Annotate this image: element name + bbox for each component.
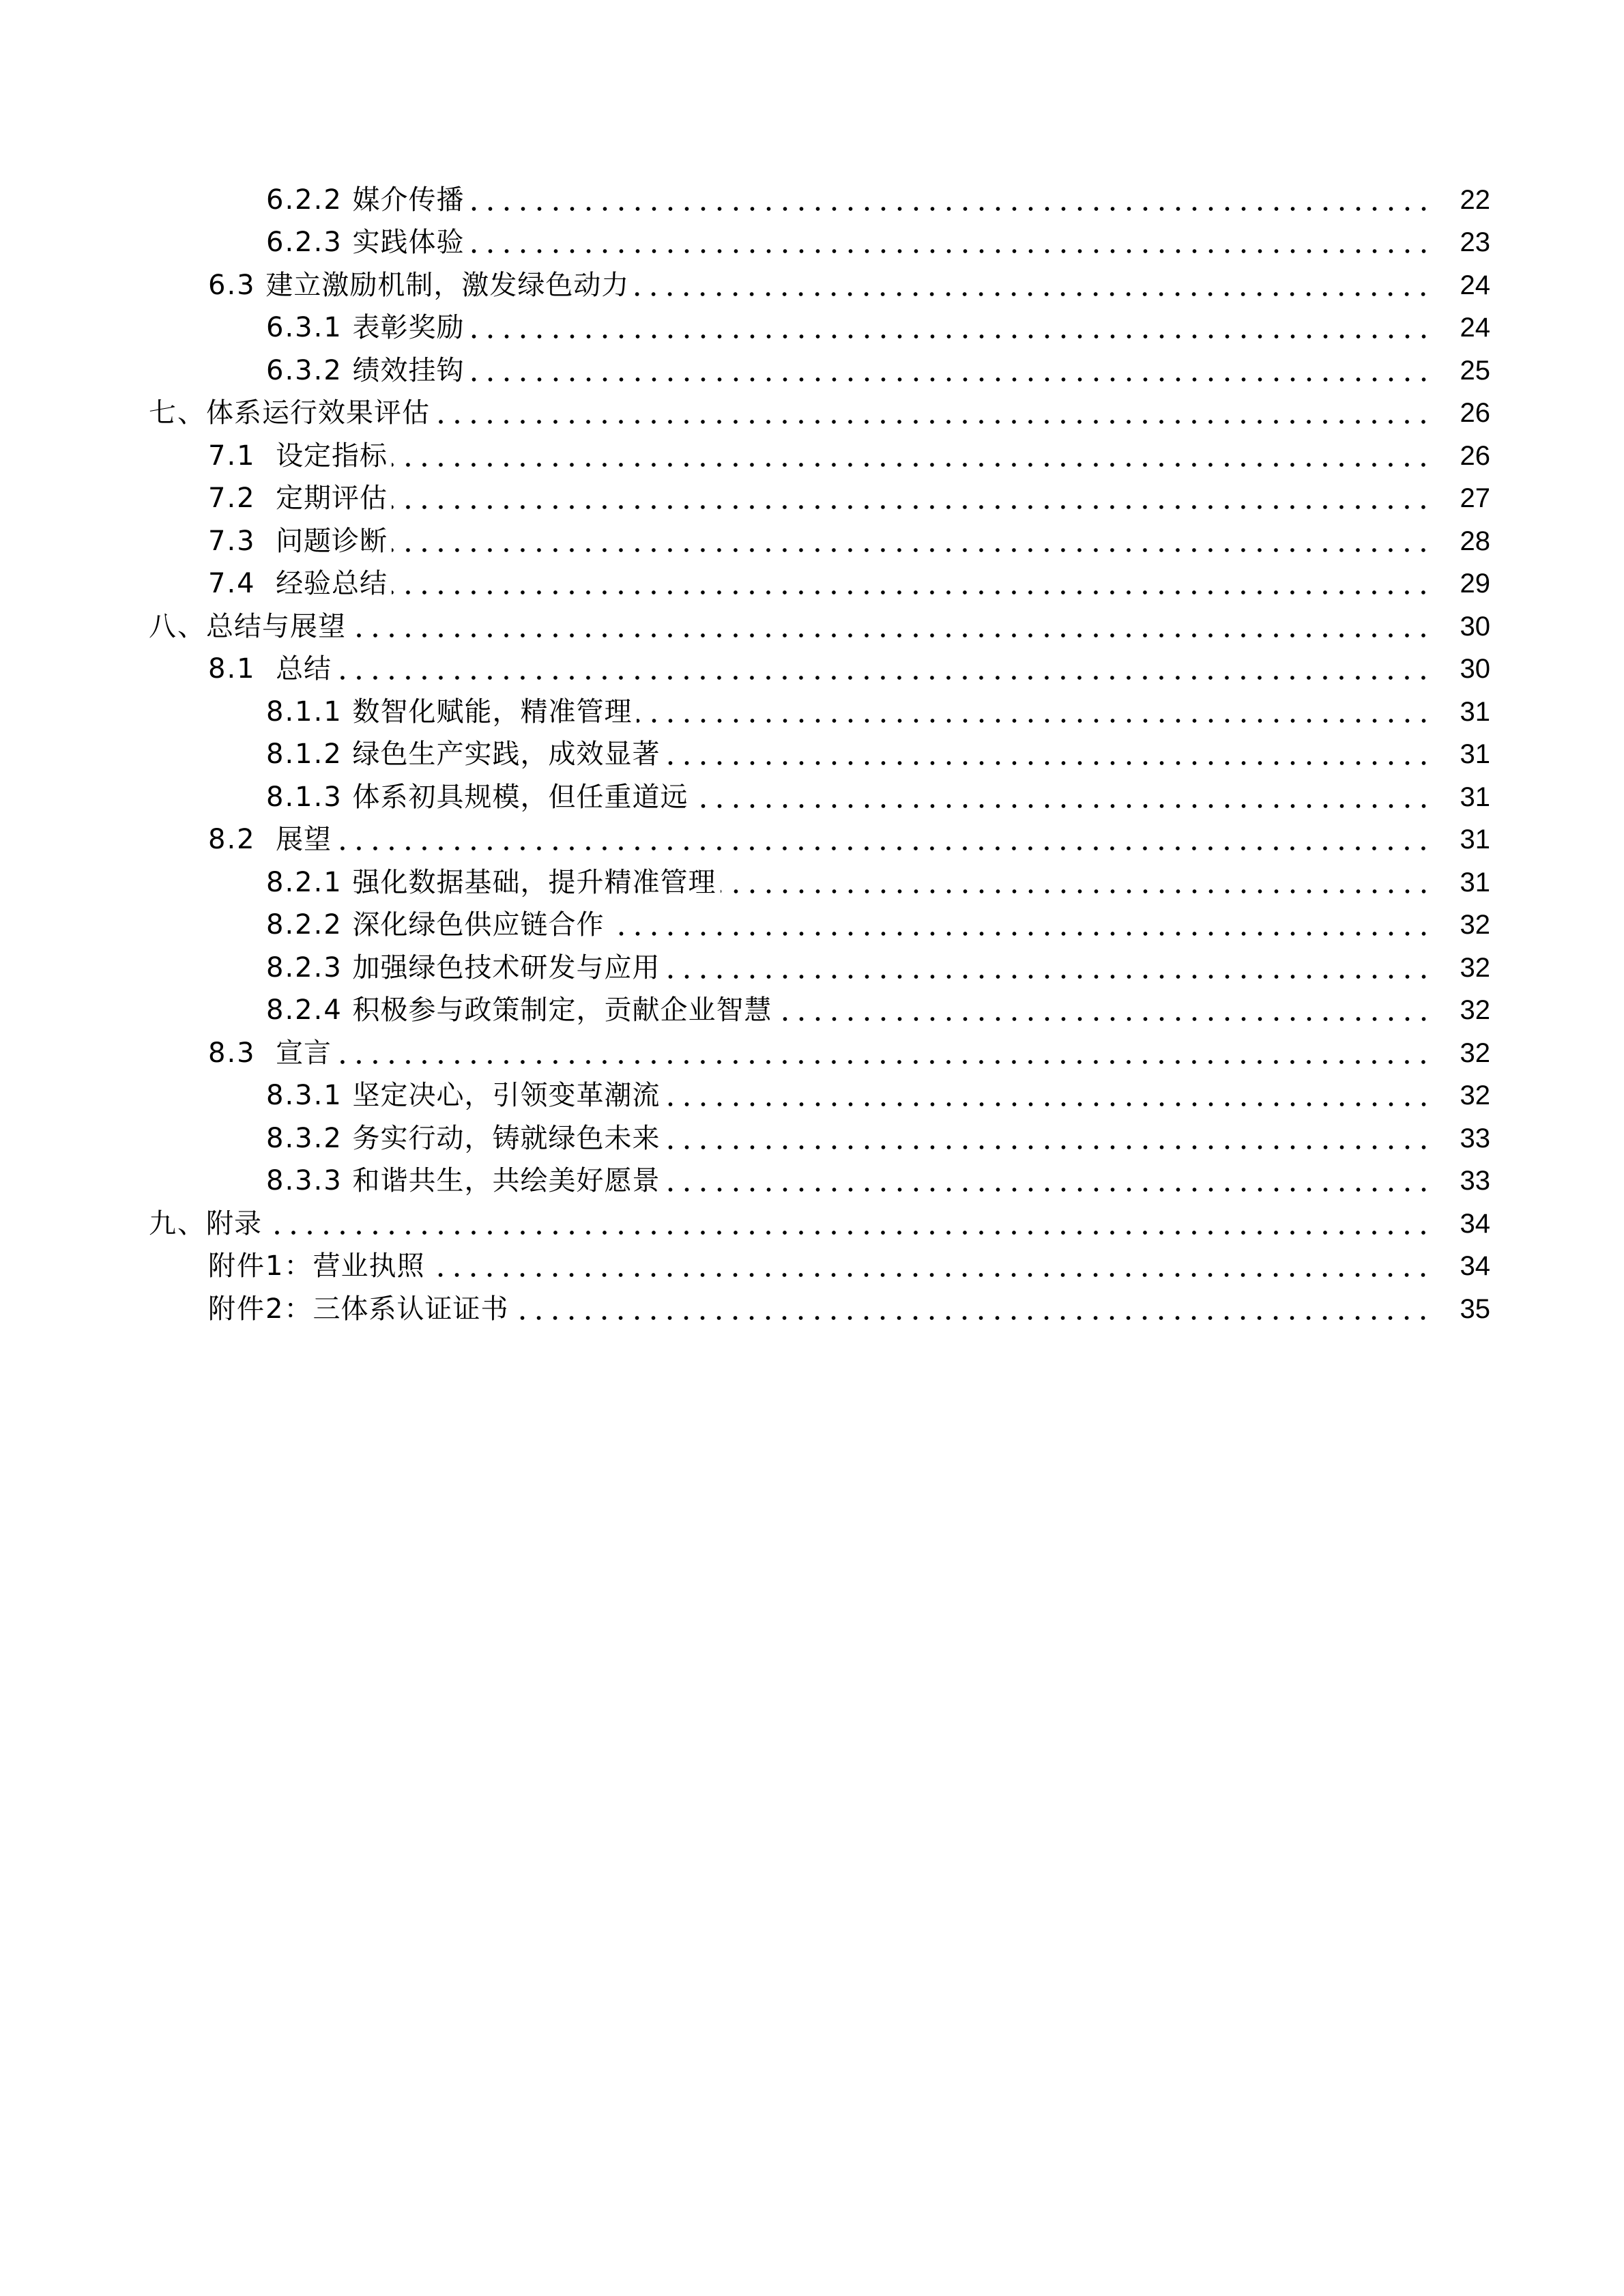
dot-leader: [434, 396, 1432, 430]
toc-entry-title: 媒介传播: [352, 184, 465, 216]
toc-entry-title: 三体系认证证书: [313, 1293, 509, 1325]
dot-leader: [469, 311, 1432, 345]
dot-leader: [469, 183, 1432, 217]
toc-entry-appendix-2[interactable]: [0, 1283, 1624, 1326]
dot-leader: [665, 1121, 1432, 1156]
toc-entry-page: 33: [1460, 1123, 1490, 1153]
dot-leader: [665, 951, 1432, 985]
toc-entry-page: 24: [1460, 313, 1490, 343]
toc-entry-chapter-9[interactable]: [0, 1198, 1624, 1241]
toc-entry-number: 九、: [149, 1207, 206, 1239]
toc-entry-page: 29: [1460, 569, 1490, 599]
toc-entry-8-2-2[interactable]: [0, 900, 1624, 943]
dot-leader: [350, 609, 1432, 644]
toc-entry-7-3[interactable]: [0, 515, 1624, 558]
toc-entry-title: 坚定决心，引领变革潮流: [352, 1080, 661, 1111]
toc-entry-title: 总结: [276, 653, 332, 685]
toc-entry-title: 积极参与政策制定，贡献企业智慧: [352, 994, 772, 1026]
toc-entry-page: 33: [1460, 1166, 1490, 1196]
dot-leader: [266, 1207, 1432, 1241]
toc-entry-page: 25: [1460, 355, 1490, 386]
dot-leader: [392, 481, 1432, 515]
toc-entry-number: 6.2.2: [266, 184, 343, 216]
toc-entry-chapter-8[interactable]: [0, 601, 1624, 644]
toc-entry-8-2-4[interactable]: [0, 985, 1624, 1028]
toc-entry-page: 31: [1460, 739, 1490, 769]
toc-entry-8-2-3[interactable]: [0, 942, 1624, 985]
toc-entry-page: 27: [1460, 483, 1490, 513]
toc-entry-number: 8.3: [208, 1037, 256, 1069]
toc-entry-number: 附件2：: [208, 1293, 313, 1325]
toc-entry-page: 32: [1460, 1080, 1490, 1110]
toc-entry-8-1-1[interactable]: [0, 686, 1624, 729]
toc-entry-title: 和谐共生，共绘美好愿景: [352, 1165, 661, 1196]
dot-leader: [469, 225, 1432, 259]
toc-entry-number: 8.3.3: [266, 1165, 343, 1196]
toc-entry-title: 总结与展望: [206, 610, 346, 642]
toc-entry-title: 经验总结: [276, 568, 388, 599]
toc-entry-title: 实践体验: [352, 227, 465, 258]
toc-entry-page: 31: [1460, 696, 1490, 727]
toc-entry-title: 体系运行效果评估: [206, 397, 430, 429]
toc-entry-page: 30: [1460, 654, 1490, 684]
toc-entry-title: 绩效挂钩: [352, 354, 465, 386]
toc-entry-title: 展望: [276, 824, 332, 855]
dot-leader: [512, 1292, 1432, 1326]
toc-entry-number: 8.2.4: [266, 994, 343, 1026]
dot-leader: [693, 780, 1432, 814]
dot-leader: [637, 695, 1432, 729]
toc-entry-page: 31: [1460, 781, 1490, 812]
toc-entry-title: 务实行动，铸就绿色未来: [352, 1122, 661, 1154]
toc-entry-page: 31: [1460, 824, 1490, 855]
toc-entry-number: 6.2.3: [266, 227, 343, 258]
dot-leader: [336, 822, 1432, 857]
toc-entry-number: 8.2: [208, 824, 256, 855]
dot-leader: [609, 908, 1432, 942]
dot-leader: [336, 1036, 1432, 1070]
toc-entry-6-2-3[interactable]: [0, 217, 1624, 260]
toc-entry-title: 加强绿色技术研发与应用: [352, 951, 661, 984]
toc-entry-number: 8.3.1: [266, 1080, 343, 1111]
toc-entry-number: 7.1: [208, 440, 256, 472]
toc-entry-page: 32: [1460, 910, 1490, 940]
toc-entry-page: 26: [1460, 398, 1490, 428]
toc-entry-title: 定期评估: [276, 483, 388, 514]
toc-entry-7-1[interactable]: [0, 430, 1624, 473]
toc-entry-number: 8.1.3: [266, 781, 343, 813]
toc-entry-title: 宣言: [276, 1037, 332, 1069]
toc-entry-title: 强化数据基础，提升精准管理: [352, 866, 716, 898]
toc-entry-page: 32: [1460, 1037, 1490, 1068]
table-of-contents: [0, 174, 1624, 1326]
toc-entry-number: 6.3.2: [266, 354, 343, 386]
toc-entry-title: 深化绿色供应链合作: [352, 909, 605, 941]
toc-entry-6-2-2[interactable]: [0, 174, 1624, 217]
toc-entry-page: 28: [1460, 526, 1490, 556]
toc-entry-title: 体系初具规模，但任重道远: [352, 781, 688, 813]
dot-leader: [777, 993, 1432, 1027]
toc-entry-page: 34: [1460, 1208, 1490, 1239]
toc-entry-number: 8.3.2: [266, 1122, 343, 1154]
toc-entry-8-3-2[interactable]: [0, 1113, 1624, 1156]
toc-entry-8-3-3[interactable]: [0, 1156, 1624, 1199]
toc-entry-number: 8.2.2: [266, 909, 343, 941]
toc-entry-number: 八、: [149, 610, 206, 642]
toc-entry-number: 6.3: [208, 269, 256, 301]
toc-entry-title: 营业执照: [313, 1250, 425, 1282]
dot-leader: [392, 439, 1432, 473]
toc-entry-number: 8.1.1: [266, 695, 343, 728]
toc-entry-6-3-1[interactable]: [0, 302, 1624, 345]
dot-leader: [392, 566, 1432, 601]
toc-entry-page: 26: [1460, 440, 1490, 471]
toc-entry-page: 35: [1460, 1293, 1490, 1324]
toc-entry-number: 七、: [149, 397, 206, 429]
toc-entry-number: 8.2.1: [266, 866, 343, 898]
toc-entry-page: 22: [1460, 184, 1490, 215]
toc-entry-title: 表彰奖励: [352, 312, 465, 343]
toc-entry-number: 附件1：: [208, 1250, 313, 1282]
toc-entry-number: 7.2: [208, 483, 256, 514]
toc-entry-title: 绿色生产实践，成效显著: [352, 738, 661, 770]
toc-entry-number: 8.2.3: [266, 951, 343, 984]
dot-leader: [633, 268, 1432, 302]
dot-leader: [665, 737, 1432, 771]
toc-entry-number: 7.3: [208, 525, 256, 557]
toc-entry-chapter-7[interactable]: [0, 388, 1624, 431]
toc-entry-8-1-3[interactable]: [0, 771, 1624, 814]
toc-entry-8-1[interactable]: [0, 644, 1624, 687]
toc-entry-title: 数智化赋能，精准管理: [352, 695, 633, 728]
toc-entry-8-1-2[interactable]: [0, 729, 1624, 772]
toc-entry-page: 32: [1460, 952, 1490, 983]
dot-leader: [665, 1078, 1432, 1113]
toc-entry-page: 31: [1460, 867, 1490, 898]
toc-entry-page: 30: [1460, 611, 1490, 642]
toc-entry-8-2-1[interactable]: [0, 857, 1624, 900]
dot-leader: [429, 1249, 1432, 1283]
toc-entry-number: 8.1: [208, 653, 256, 685]
toc-entry-page: 34: [1460, 1251, 1490, 1281]
toc-entry-6-3-2[interactable]: [0, 345, 1624, 388]
toc-entry-8-2[interactable]: [0, 814, 1624, 857]
dot-leader: [721, 865, 1432, 900]
toc-entry-number: 6.3.1: [266, 312, 343, 343]
dot-leader: [336, 652, 1432, 686]
toc-entry-title: 问题诊断: [276, 525, 388, 557]
toc-entry-8-3[interactable]: [0, 1027, 1624, 1070]
toc-entry-number: 7.4: [208, 568, 256, 599]
toc-entry-page: 24: [1460, 270, 1490, 300]
dot-leader: [665, 1164, 1432, 1198]
toc-entry-title: 建立激励机制，激发绿色动力: [265, 269, 630, 301]
dot-leader: [469, 354, 1432, 388]
toc-entry-6-3[interactable]: [0, 259, 1624, 302]
toc-entry-title: 设定指标: [276, 440, 388, 472]
toc-entry-page: 23: [1460, 227, 1490, 257]
toc-entry-8-3-1[interactable]: [0, 1070, 1624, 1113]
toc-entry-7-4[interactable]: [0, 558, 1624, 601]
toc-entry-number: 8.1.2: [266, 738, 343, 770]
toc-entry-title: 附录: [206, 1207, 262, 1239]
toc-entry-7-2[interactable]: [0, 473, 1624, 516]
toc-entry-appendix-1[interactable]: [0, 1241, 1624, 1284]
dot-leader: [392, 524, 1432, 558]
toc-entry-page: 32: [1460, 995, 1490, 1025]
